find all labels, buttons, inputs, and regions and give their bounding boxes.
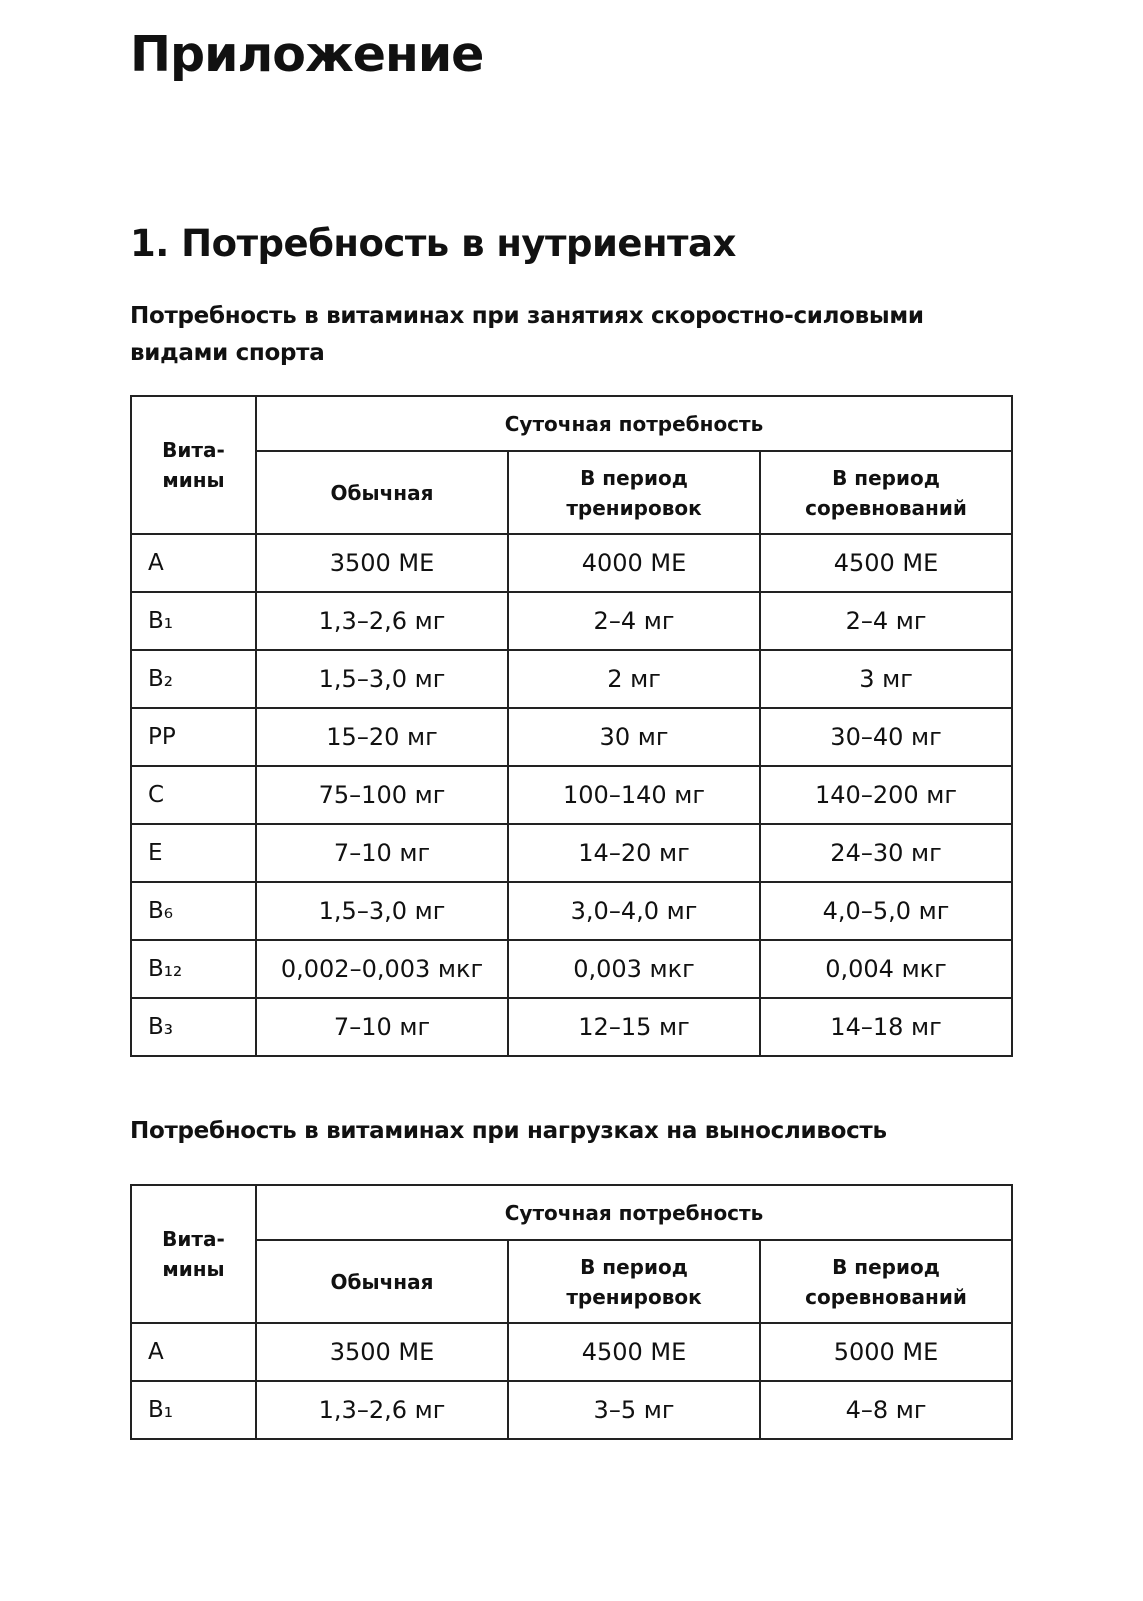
- header-training-line1: В период: [580, 465, 688, 490]
- header-training-line2: тренировок: [566, 495, 702, 520]
- header-competition-line2: соревнований: [805, 1284, 967, 1309]
- header-daily-need: Суточная потребность: [256, 1185, 1012, 1240]
- table-row: [131, 882, 1012, 940]
- training-value: 4000 МЕ: [508, 534, 760, 592]
- header-competition-line1: В период: [832, 1254, 940, 1279]
- training-value: 12–15 мг: [508, 998, 760, 1056]
- normal-value: 7–10 мг: [256, 998, 508, 1056]
- table-row: [131, 650, 1012, 708]
- normal-value: 0,002–0,003 мкг: [256, 940, 508, 998]
- section-title: 1. Потребность в нутриентах: [130, 222, 736, 265]
- competition-value: 0,004 мкг: [760, 940, 1012, 998]
- header-competition-line2: соревнований: [805, 495, 967, 520]
- training-value: 14–20 мг: [508, 824, 760, 882]
- competition-value: 2–4 мг: [760, 592, 1012, 650]
- table-row: [131, 534, 1012, 592]
- header-normal: Обычная: [256, 451, 508, 534]
- normal-value: 1,3–2,6 мг: [256, 1381, 508, 1439]
- competition-value: 4–8 мг: [760, 1381, 1012, 1439]
- header-vitamins: [131, 1185, 256, 1323]
- header-training: [508, 451, 760, 534]
- header-training: [508, 1240, 760, 1323]
- vitamin-name: B₁: [131, 1381, 256, 1439]
- training-value: 3–5 мг: [508, 1381, 760, 1439]
- header-vitamins-line2: мины: [162, 1257, 225, 1281]
- page-title: Приложение: [130, 26, 484, 83]
- training-value: 100–140 мг: [508, 766, 760, 824]
- table-caption-strength: Потребность в витаминах при занятиях скоростно-силовыми видами спорта: [130, 303, 924, 366]
- training-value: 0,003 мкг: [508, 940, 760, 998]
- header-training-line2: тренировок: [566, 1284, 702, 1309]
- competition-value: 3 мг: [760, 650, 1012, 708]
- normal-value: 15–20 мг: [256, 708, 508, 766]
- header-competition: [760, 1240, 1012, 1323]
- competition-value: 14–18 мг: [760, 998, 1012, 1056]
- competition-value: 30–40 мг: [760, 708, 1012, 766]
- competition-value: 4,0–5,0 мг: [760, 882, 1012, 940]
- table-row: [131, 824, 1012, 882]
- table-row: [131, 1323, 1012, 1381]
- vitamin-name: C: [131, 766, 256, 824]
- normal-value: 7–10 мг: [256, 824, 508, 882]
- header-vitamins-line1: Вита-: [162, 1227, 225, 1251]
- header-training-line1: В период: [580, 1254, 688, 1279]
- table-row: [131, 708, 1012, 766]
- vitamin-name: B₂: [131, 650, 256, 708]
- vitamin-name: B₁₂: [131, 940, 256, 998]
- table-row: [131, 1381, 1012, 1439]
- header-daily-need: Суточная потребность: [256, 396, 1012, 451]
- vitamin-name: B₃: [131, 998, 256, 1056]
- header-competition: [760, 451, 1012, 534]
- table-row: [131, 766, 1012, 824]
- table-row: [131, 940, 1012, 998]
- table-row: [131, 592, 1012, 650]
- header-vitamins: [131, 396, 256, 534]
- normal-value: 3500 МЕ: [256, 1323, 508, 1381]
- vitamin-name: A: [131, 534, 256, 592]
- training-value: 3,0–4,0 мг: [508, 882, 760, 940]
- normal-value: 1,5–3,0 мг: [256, 650, 508, 708]
- training-value: 30 мг: [508, 708, 760, 766]
- vitamin-name: A: [131, 1323, 256, 1381]
- normal-value: 1,5–3,0 мг: [256, 882, 508, 940]
- competition-value: 5000 МЕ: [760, 1323, 1012, 1381]
- vitamins-table-strength: [130, 395, 1013, 1057]
- normal-value: 3500 МЕ: [256, 534, 508, 592]
- header-vitamins-line1: Вита-: [162, 438, 225, 462]
- header-vitamins-line2: мины: [162, 468, 225, 492]
- vitamin-name: PP: [131, 708, 256, 766]
- competition-value: 140–200 мг: [760, 766, 1012, 824]
- vitamin-name: B₁: [131, 592, 256, 650]
- normal-value: 1,3–2,6 мг: [256, 592, 508, 650]
- vitamins-table-endurance: [130, 1184, 1013, 1440]
- header-normal: Обычная: [256, 1240, 508, 1323]
- training-value: 2 мг: [508, 650, 760, 708]
- competition-value: 24–30 мг: [760, 824, 1012, 882]
- training-value: 2–4 мг: [508, 592, 760, 650]
- table-row: [131, 998, 1012, 1056]
- table-caption-endurance: Потребность в витаминах при нагрузках на выносливость: [130, 1118, 887, 1144]
- normal-value: 75–100 мг: [256, 766, 508, 824]
- vitamin-name: B₆: [131, 882, 256, 940]
- competition-value: 4500 МЕ: [760, 534, 1012, 592]
- vitamin-name: E: [131, 824, 256, 882]
- training-value: 4500 МЕ: [508, 1323, 760, 1381]
- header-competition-line1: В период: [832, 465, 940, 490]
